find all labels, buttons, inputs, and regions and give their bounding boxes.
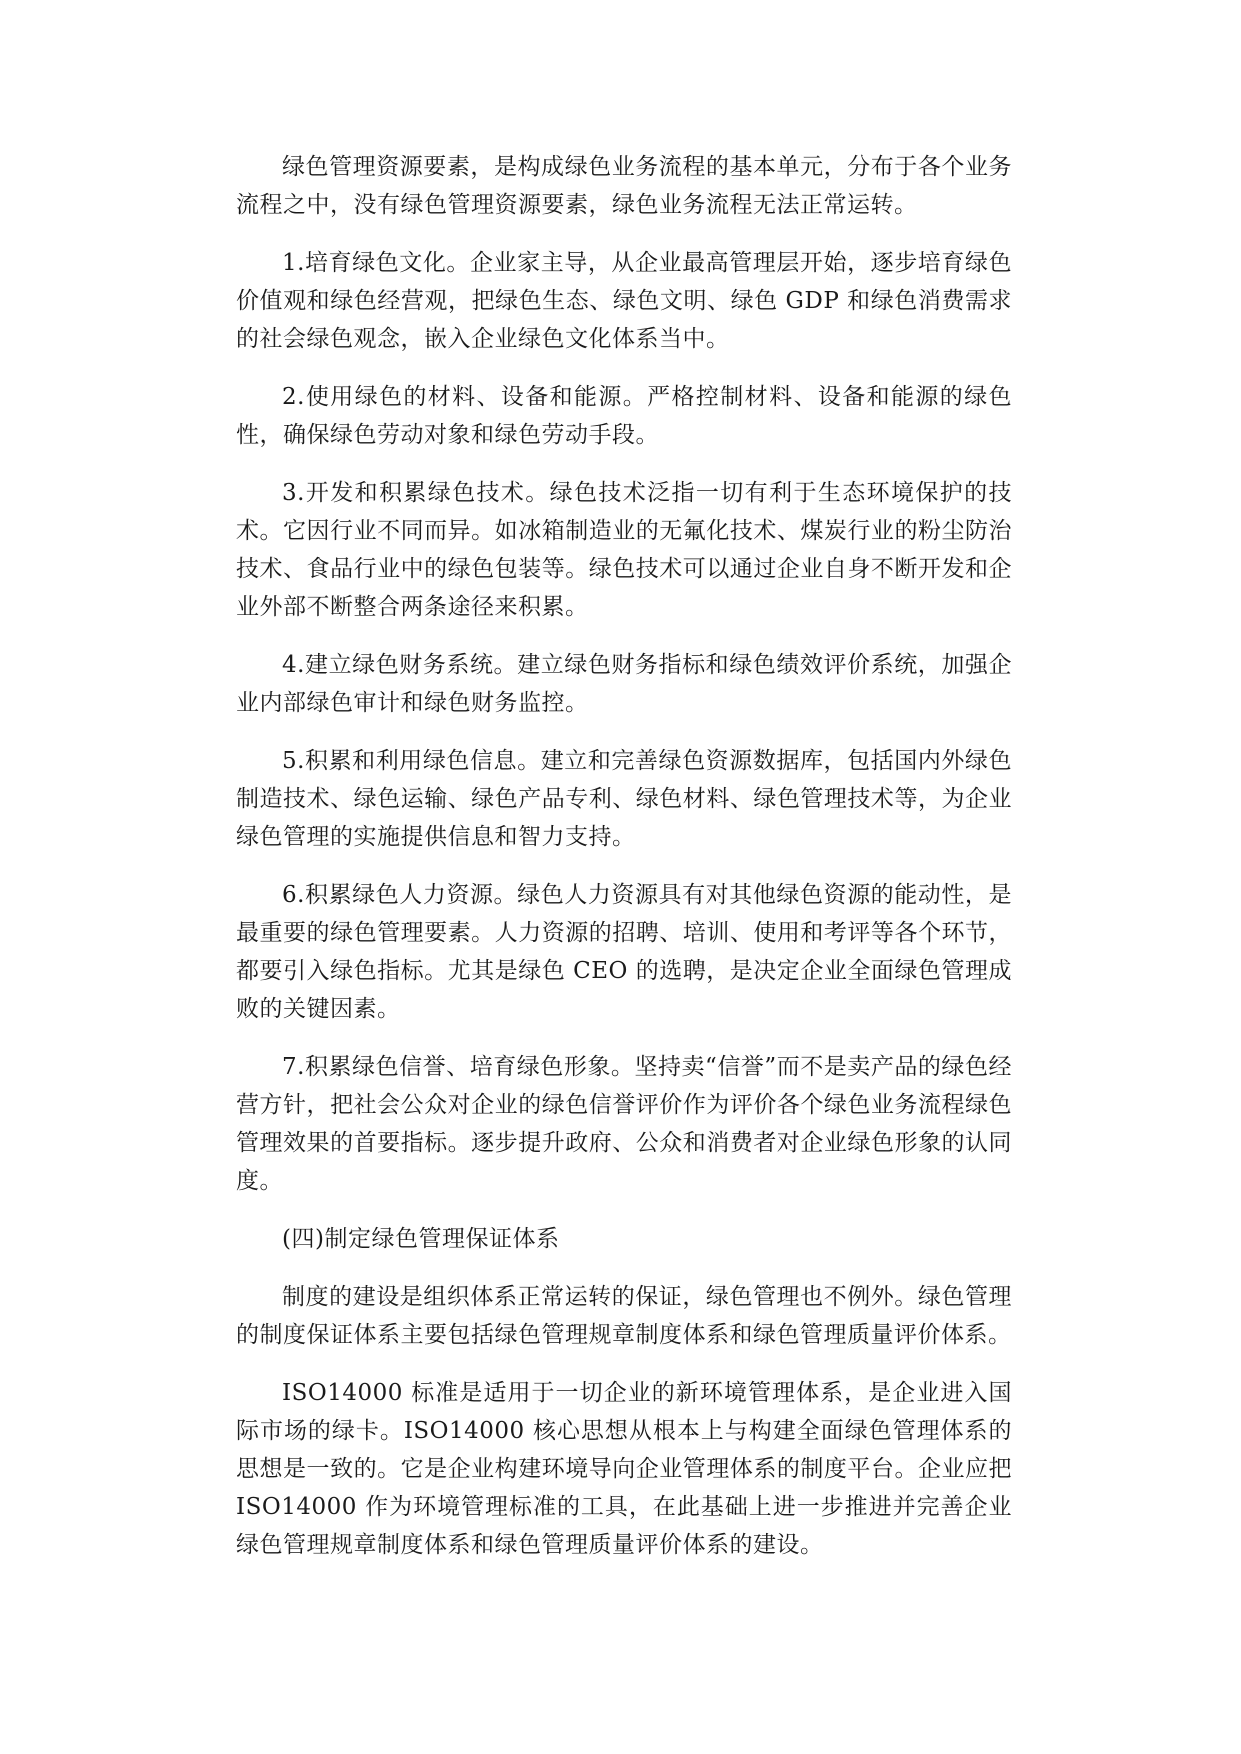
document-body	[236, 148, 1012, 1584]
paragraph-item-7: 7.积累绿色信誉、培育绿色形象。坚持卖“信誉”而不是卖产品的绿色经营方针，把社会公众对企业的绿色信誉评价作为评价各个绿色业务流程绿色管理效果的首要指标。逐步提升政府、公众和消费者对企业绿色形象的认同度。	[236, 1054, 1012, 1194]
paragraph-item-2: 2.使用绿色的材料、设备和能源。严格控制材料、设备和能源的绿色性，确保绿色劳动对象和绿色劳动手段。	[236, 384, 1012, 448]
paragraph-item-6: 6.积累绿色人力资源。绿色人力资源具有对其他绿色资源的能动性，是最重要的绿色管理要素。人力资源的招聘、培训、使用和考评等各个环节，都要引入绿色指标。尤其是绿色 CEO 的选聘，是决定企业全面绿色管理成败的关键因素。	[236, 882, 1012, 1022]
paragraph-item-5: 5.积累和利用绿色信息。建立和完善绿色资源数据库，包括国内外绿色制造技术、绿色运输、绿色产品专利、绿色材料、绿色管理技术等，为企业绿色管理的实施提供信息和智力支持。	[236, 748, 1012, 850]
section-heading: (四)制定绿色管理保证体系	[282, 1226, 560, 1252]
paragraph-item-4: 4.建立绿色财务系统。建立绿色财务指标和绿色绩效评价系统，加强企业内部绿色审计和绿色财务监控。	[236, 652, 1012, 716]
paragraph-system-intro: 制度的建设是组织体系正常运转的保证，绿色管理也不例外。绿色管理的制度保证体系主要包括绿色管理规章制度体系和绿色管理质量评价体系。	[236, 1284, 1012, 1348]
paragraph-intro: 绿色管理资源要素，是构成绿色业务流程的基本单元，分布于各个业务流程之中，没有绿色管理资源要素，绿色业务流程无法正常运转。	[236, 154, 1012, 218]
paragraph-item-1: 1.培育绿色文化。企业家主导，从企业最高管理层开始，逐步培育绿色价值观和绿色经营观，把绿色生态、绿色文明、绿色 GDP 和绿色消费需求的社会绿色观念，嵌入企业绿色文化体系当中。	[236, 250, 1012, 352]
paragraph-iso14000: ISO14000 标准是适用于一切企业的新环境管理体系，是企业进入国际市场的绿卡。ISO14000 核心思想从根本上与构建全面绿色管理体系的思想是一致的。它是企业构建环境导向企业管理体系的制度平台。企业应把 ISO14000 作为环境管理标准的工具，在此基础上进一步推进并完善企业绿色管理规章制度体系和绿色管理质量评价体系的建设。	[236, 1380, 1012, 1558]
paragraph-item-3: 3.开发和积累绿色技术。绿色技术泛指一切有利于生态环境保护的技术。它因行业不同而异。如冰箱制造业的无氟化技术、煤炭行业的粉尘防治技术、食品行业中的绿色包装等。绿色技术可以通过企业自身不断开发和企业外部不断整合两条途径来积累。	[236, 480, 1012, 620]
